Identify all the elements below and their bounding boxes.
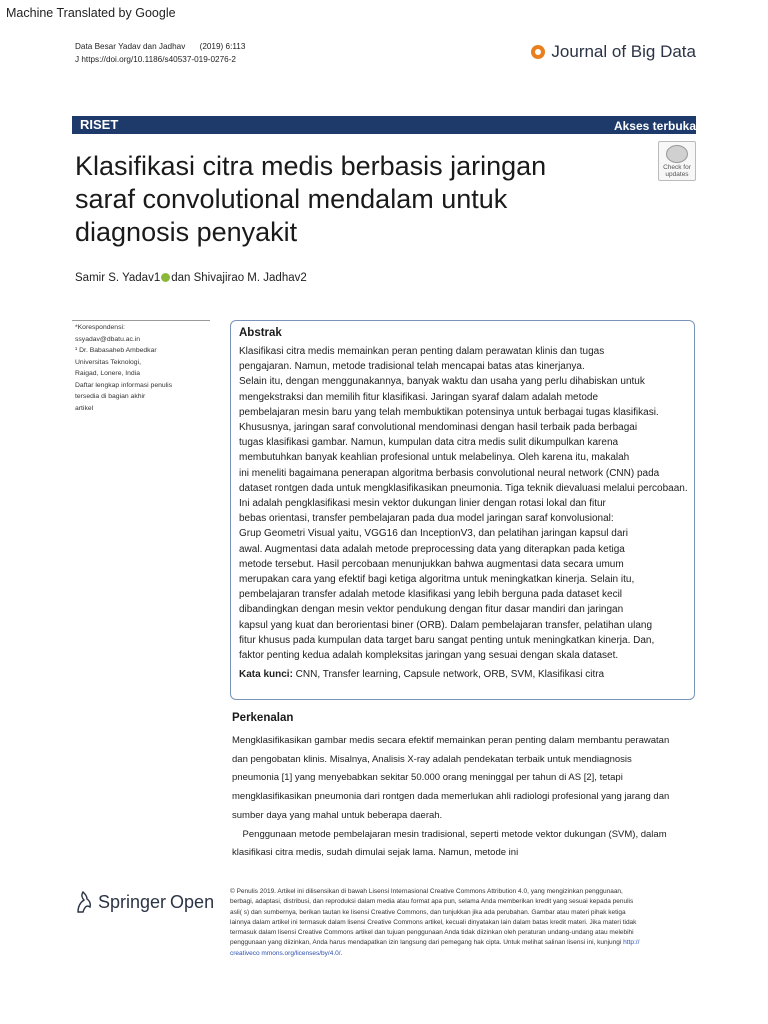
check-updates-icon [666, 145, 688, 163]
abstract-line: membutuhkan banyak keahlian profesional untuk melabelinya. Oleh karena itu, makalah [239, 452, 630, 464]
doi-link[interactable]: J https://doi.org/10.1186/s40537-019-0276-2 [75, 55, 236, 64]
correspondence-sidebar [75, 322, 215, 414]
abstract-line: Klasifikasi citra medis memainkan peran penting dalam perawatan klinis dan tugas [239, 346, 605, 357]
sidebar-line: Daftar lengkap informasi penulis [75, 381, 173, 389]
springer-open: Open [170, 891, 215, 912]
abstract-body [239, 344, 686, 663]
article-type-band [72, 116, 696, 134]
intro-line: Penggunaan metode pembelajaran mesin tradisional, seperti metode vektor dukungan (SVM), dalam [232, 828, 667, 840]
license-line [230, 949, 702, 959]
keywords-label: Kata kunci: [239, 669, 293, 681]
abstract-line: metode tersebut. Hasil percobaan menunjukkan bahwa augmentasi data secara umum [239, 558, 624, 570]
abstract-line: tugas klasifikasi gambar. Namun, kumpulan data citra medis sulit dikumpulkan karena [239, 437, 619, 449]
sidebar-divider [72, 320, 210, 321]
intro-line: dan pengobatan klinis. Misalnya, Analisis X-ray adalah pendekatan terbaik untuk mendiagnosis [232, 753, 632, 765]
sidebar-line: artikel [75, 404, 94, 412]
abstract-line: merupakan cara yang efektif bagi ketiga algoritma untuk meningkatkan kinerja. Selain itu, [239, 574, 635, 586]
intro-line: Mengklasifikasikan gambar medis secara efektif memainkan peran penting dalam membantu perawatan [232, 735, 670, 746]
intro-body [232, 732, 702, 863]
sidebar-line: Raigad, Lonere, India [75, 370, 140, 377]
abstract-line: mengekstraksi dan memilih fitur klasifikasi. Jaringan syaraf dalam adalah metode [239, 391, 599, 403]
license-line: © Penulis 2019. Artikel ini dilisensikan di bawah Lisensi Internasional Creative Commons Attribution 4.0, yang mengizinkan penggunaan, [230, 888, 623, 895]
license-link-2[interactable]: creativeco mmons.org/licenses/by/4.0/ [230, 949, 341, 957]
intro-line: klasifikasi citra medis, sudah dimulai sejak lama. Namun, metode ini [232, 847, 519, 859]
title-line: saraf convolutional mendalam untuk [75, 184, 508, 214]
machine-translated-banner: Machine Translated by Google [6, 6, 176, 20]
author-2[interactable]: dan Shivajirao M. Jadhav2 [171, 272, 307, 284]
journal-logo-icon [531, 45, 545, 59]
keywords [239, 669, 686, 680]
sidebar-line: tersedia di bagian akhir [75, 393, 146, 400]
license-line: berbagi, adaptasi, distribusi, dan reproduksi dalam media atau format apa pun, selama Anda memberikan kredit yang sesuai kepada penulis [230, 898, 634, 906]
abstract-line: awal. Augmentasi data adalah metode preprocessing data yang diterapkan pada ketiga [239, 543, 625, 555]
open-access-label: Akses terbuka [613, 119, 696, 133]
license-line: lainnya dalam artikel ini termasuk dalam lisensi Creative Commons artikel, kecuali dinyatakan lain dalam batas kredit materi. Jika materi tidak [230, 918, 637, 926]
article-type-label: RISET [80, 117, 119, 132]
springer-horse-icon [74, 890, 94, 914]
abstract-heading: Abstrak [239, 327, 282, 339]
title-line: Klasifikasi citra medis berbasis jaringan [75, 151, 547, 181]
author-1[interactable]: Samir S. Yadav1 [75, 272, 161, 284]
author-list [75, 272, 307, 284]
license-text: penggunaan yang diizinkan, Anda harus mendapatkan izin langsung dari pemegang hak cipta. Untuk melihat salinan lisensi ini, kunjungi [230, 939, 624, 947]
title-line: diagnosis penyakit [75, 217, 298, 247]
license-line [230, 938, 702, 948]
abstract-line: dibandingkan dengan mesin vektor pendukung dengan fitur dasar mandiri dan jaringan [239, 604, 624, 616]
abstract-line: Grup Geometri Visual yaitu, VGG16 dan InceptionV3, dan pelatihan jaringan kapsul dari [239, 528, 628, 540]
springer-open-logo [74, 890, 214, 914]
abstract-line: pembelajaran mesin baru yang telah membuktikan potensinya untuk berbagai tugas klasifikasi. [239, 406, 659, 418]
abstract-box [230, 320, 695, 700]
section-heading: Perkenalan [232, 712, 294, 724]
license-notice [230, 887, 702, 959]
check-updates-text-2: updates [665, 171, 689, 178]
sidebar-line: Universitas Teknologi, [75, 358, 141, 366]
abstract-line: pengajaran. Namun, metode tradisional telah mencapai batas atas kinerjanya. [239, 361, 585, 373]
keywords-list: CNN, Transfer learning, Capsule network, ORB, SVM, Klasifikasi citra [292, 669, 605, 681]
intro-line: pneumonia [1] yang menyebabkan sekitar 50.000 orang meninggal per tahun di AS [2], tetapi [232, 772, 623, 784]
abstract-line: bebas orientasi, transfer pembelajaran pada dua model jaringan saraf konvolusional: [239, 513, 614, 525]
paper-title [75, 150, 595, 249]
correspondence-email[interactable]: ssyadav@dbatu.ac.in [75, 335, 141, 343]
abstract-line: faktor penting kedua adalah kompleksitas jaringan yang sesuai dengan skala dataset. [239, 650, 619, 662]
abstract-line: dataset rontgen dada untuk mengklasifikasikan pneumonia. Tiga teknik dievaluasi melalui percobaan. [239, 482, 688, 494]
check-for-updates-button[interactable] [658, 141, 696, 181]
license-line: asli( s) dan sumbernya, berikan tautan ke lisensi Creative Commons, dan tunjukkan jika ada perubahan. Gambar atau materi pihak ketiga [230, 908, 626, 916]
license-link[interactable]: http:// [623, 939, 640, 947]
citation-meta [75, 40, 245, 66]
abstract-line: pembelajaran transfer adalah metode klasifikasi yang lebih berguna pada dataset kecil [239, 589, 623, 601]
intro-line: mengklasifikasikan pneumonia dari rontgen dada memerlukan ahli radiologi profesional yang jarang dan [232, 791, 670, 803]
check-updates-text: Check for [663, 164, 691, 171]
springer-name: Springer [98, 891, 167, 912]
citation-year: (2019) 6:113 [199, 42, 246, 51]
sidebar-line: *Korespondensi: [75, 324, 125, 331]
license-line: termasuk dalam lisensi Creative Commons artikel dan tujuan penggunaan Anda tidak diizinkan oleh peraturan undang-undang atau melebihi [230, 929, 634, 937]
sidebar-line: ¹ Dr. Babasaheb Ambedkar [75, 347, 157, 354]
citation-authors: Data Besar Yadav dan Jadhav [75, 42, 186, 51]
journal-brand [531, 42, 696, 62]
abstract-line: ini meneliti bagaimana penerapan algoritma berbasis convolutional neural network (CNN) pada [239, 467, 660, 479]
abstract-line: Selain itu, dengan menggunakannya, banyak waktu dan usaha yang perlu dihabiskan untuk [239, 376, 645, 388]
license-end: . [340, 949, 343, 957]
abstract-line: fitur khusus pada kumpulan data target baru sangat penting untuk meningkatkan kinerja. Dan, [239, 634, 655, 646]
abstract-line: kapsul yang kuat dan berorientasi biner (ORB). Dalam pembelajaran transfer, pelatihan ulang [239, 619, 653, 631]
abstract-line: Khususnya, jaringan saraf convolutional mendominasi dengan hasil terbaik pada berbagai [239, 422, 638, 434]
journal-name: Journal of Big Data [551, 42, 696, 61]
abstract-line: Ini adalah pengklasifikasi mesin vektor dukungan linier dengan rotasi lokal dan fitur [239, 498, 606, 510]
intro-line: sumber daya yang mahal untuk beberapa daerah. [232, 809, 443, 821]
orcid-icon[interactable] [161, 273, 170, 282]
